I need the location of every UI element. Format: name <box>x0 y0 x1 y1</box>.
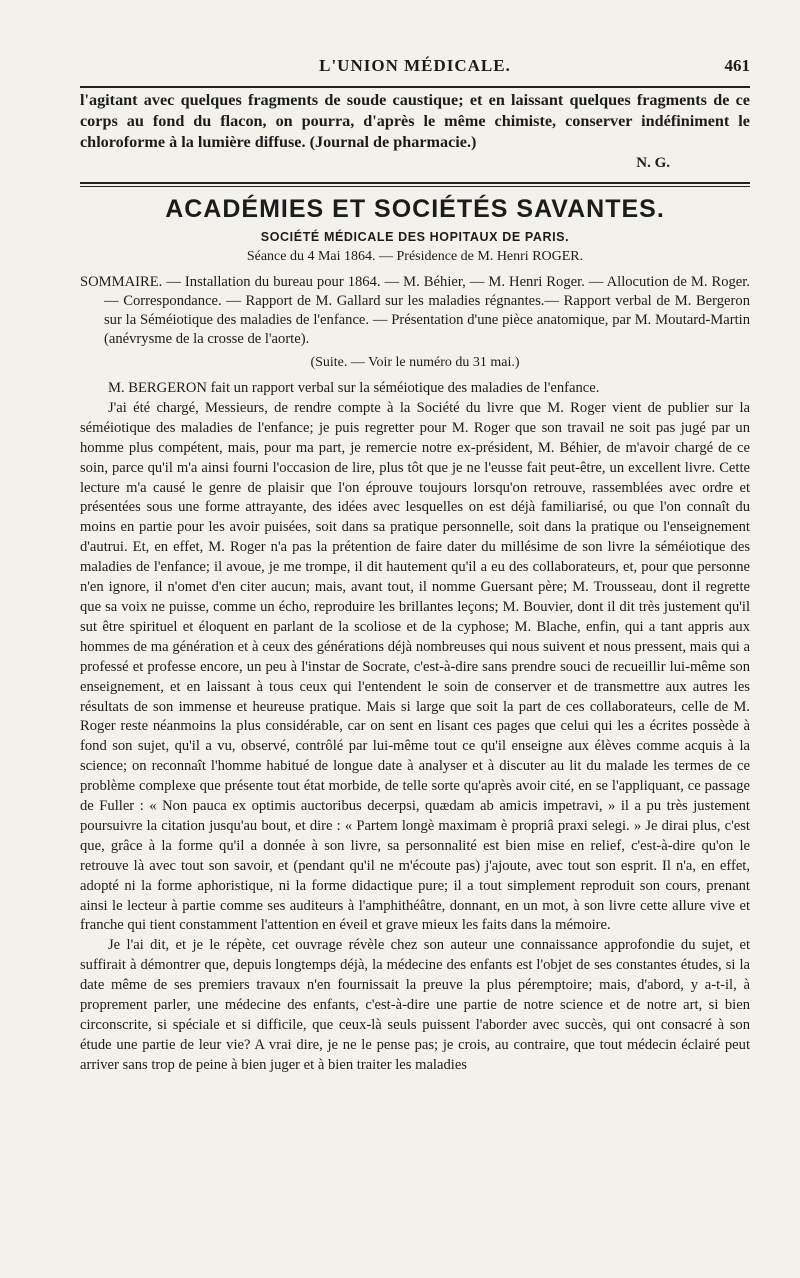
session-line: Séance du 4 Mai 1864. — Présidence de M. Henri ROGER. <box>246 249 584 264</box>
article-body <box>80 379 750 1076</box>
society-name: SOCIÉTÉ MÉDICALE DES HOPITAUX DE PARIS. <box>260 230 570 244</box>
page-content <box>80 50 750 1076</box>
previous-article-ending: l'agitant avec quelques fragments de soude caustique; et en laissant quelques fragments de ce corps au fond du flacon, on pourra, d'après le même chimiste, conserver indéfiniment le chloroforme à la lumière diffuse. (Journal de pharmacie.) <box>80 91 750 151</box>
running-head: L'UNION MÉDICALE. <box>319 56 511 75</box>
summary: SOMMAIRE. — Installation du bureau pour 1864. — M. Béhier, — M. Henri Roger. — Allocution de M. Roger. — Correspondance. — Rapport de M. Gallard sur les maladies régnantes.— Rapport verbal de M. Bergeron sur la Séméiotique des maladies de l'enfance. — Présentation d'une pièce anatomique, par M. Moutard-Martin (anévrysme de la crosse de l'aorte). <box>80 274 750 347</box>
page-header <box>80 50 750 84</box>
author-signature: N. G. <box>636 155 670 171</box>
body-paragraph: Je l'ai dit, et je le répète, cet ouvrage révèle chez son auteur une connaissance approfondie du sujet, et suffirait à démontrer que, depuis longtemps déjà, la médecine des enfants est l'objet de ses constantes études, si la date même de ses premiers travaux n'en fournissait la preuve la plus péremptoire; mais, d'abord, y a-t-il, à proprement parler, une médecine des enfants, c'est-à-dire une partie de notre science et de notre art, si bien circonscrite, si spéciale et si difficile, que ceux-là seuls puissent l'aborder avec succès, qui ont consacré à son étude une partie de leur vie? A vrai dire, je ne le pense pas; je crois, au contraire, que tout médecin éclairé peut arriver sans trop de peine à bien juger et à bien traiter les maladies <box>80 937 750 1073</box>
page-number: 461 <box>724 56 750 75</box>
speaker-intro: M. BERGERON fait un rapport verbal sur la séméiotique des maladies de l'enfance. <box>108 380 600 396</box>
continuation-note: (Suite. — Voir le numéro du 31 mai.) <box>310 355 520 370</box>
body-paragraph: J'ai été chargé, Messieurs, de rendre compte à la Société du livre que M. Roger vient de publier sur la séméiotique des maladies de l'enfance; je puis regretter pour M. Roger que son travail ne soit pas jugé par un homme plus compétent, mais, pour ma part, je remercie notre ex-président, M. Béhier, de m'avoir chargé de ce soin, parce qu'il m'a ainsi fourni l'occasion de lire, plus tôt que je ne l'eusse fait peut-être, un excellent livre. Cette lecture m'a causé le genre de plaisir que l'on éprouve toujours lorsqu'on retrouve, rassemblées avec ordre et présentées sous une forme attrayante, des idées avec lesquelles on est déjà familiarisé, ou que l'on connaît du moins en partie pour les avoir puisées, soit dans sa pratique personnelle, soit dans la pratique ou l'enseignement d'autrui. Et, en effet, M. Roger n'a pas la prétention de faire dater du millésime de son livre la séméiotique des maladies de l'enfance; il avoue, je me trompe, il dit hautement qu'il a eu des collaborateurs, et, pour que personne n'en ignore, il n'omet d'en citer aucun; mais, avant tout, il nomme Guersant père; M. Trousseau, dont il regrette que sa voix ne puisse, comme un écho, reproduire les brillantes leçons; M. Bouvier, dont il dit très justement qu'il sut être spirituel et éloquent en parlant de la scoliose et de la cyphose; M. Blache, enfin, qui a tant appris aux hommes de ma génération et à ceux des générations déjà nombreuses qui nous suivent et nous pressent, mais qui a professé et professe encore, un peu à l'instar de Socrate, c'est-à-dire sans prendre souci de recueillir lui-même son enseignement, et en laissant à tous ceux qui l'entendent le soin de conserver et de transmettre aux autres les résultats de son immense et heureuse pratique. Mais si large que soit la part de ces collaborateurs, celle de M. Roger reste néanmoins la plus considérable, car on sent en lisant ces pages que celui qui les a écrites possède à fond son sujet, qu'il a vu, observé, contrôlé par lui-même tout ce qu'il enseigne aux élèves comme acquis à la science; on reconnaît l'homme habitué de longue date à analyser et à discuter au lit du malade les termes de ce problème complexe que présente tout état morbide, de telle sorte qu'après avoir cité, en se l'appliquant, ce passage de Fuller : « Non pauca ex optimis auctoribus decerpsi, quædam ab amicis impetravi, » il a pu très justement poursuivre la citation jusqu'au bout, et dire : « Partem longè maximam è propriâ praxi selegi. » Je dirai plus, c'est que, grâce à la forme qu'il a donnée à son livre, sa personnalité est bien mise en relief, c'est-à-dire qu'on le retrouve là avec tout son savoir, et (pendant qu'il ne m'écoute pas) j'ajoute, avec tout son esprit. Il n'a, en effet, adopté ni la forme aphoristique, ni la forme didactique pure; il a tout simplement reproduit son cours, prenant ainsi le lecteur à partie comme ses auditeurs à l'amphithéâtre, donnant, en un mot, à son livre cette allure vive et franche qui tient constamment l'attention en éveil et grave mieux les faits dans la mémoire. <box>80 399 750 934</box>
section-divider <box>80 182 750 187</box>
header-rule <box>80 86 750 88</box>
section-title: ACADÉMIES ET SOCIÉTÉS SAVANTES. <box>165 195 665 223</box>
